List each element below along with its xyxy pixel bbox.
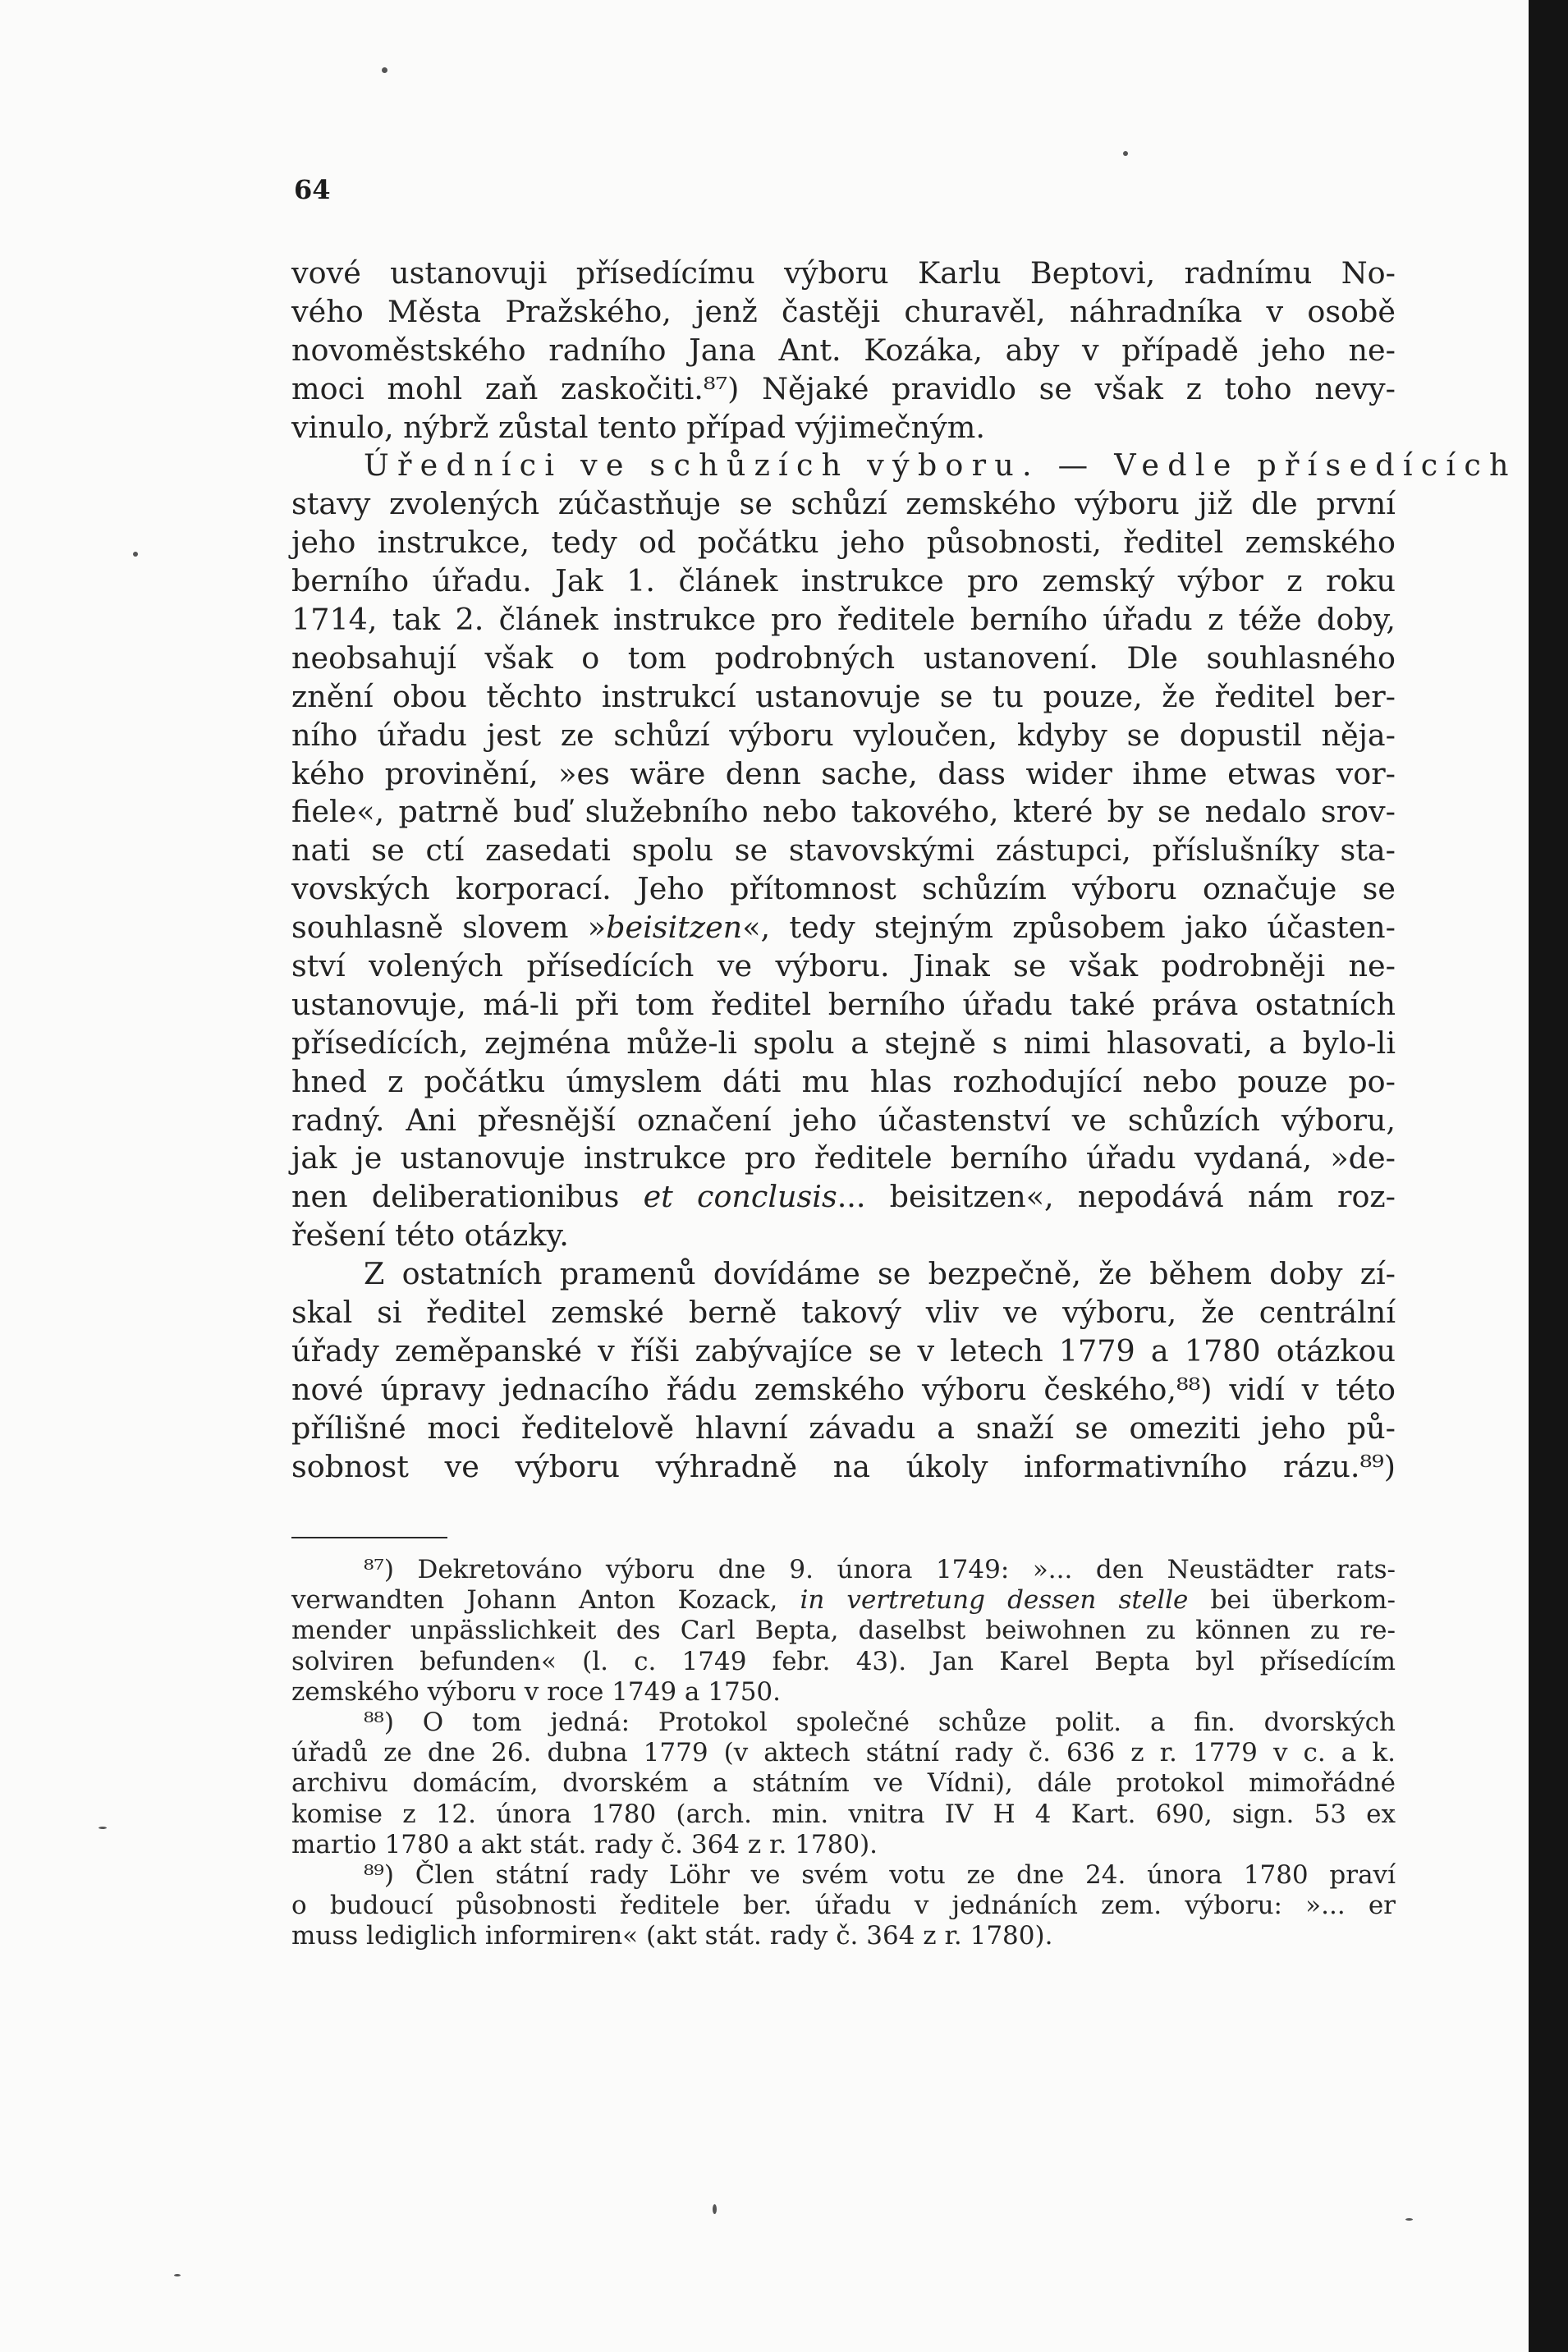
body-line: jak je ustanovuje instrukce pro ředitele berního úřadu vydaná, »de-	[291, 1140, 1396, 1176]
body-line: souhlasně slovem »beisitzen«, tedy stejným způsobem jako účasten-	[291, 910, 1396, 946]
footnote-line: ⁸⁹) Člen státní rady Löhr ve svém votu ze dne 24. února 1780 praví	[364, 1859, 1396, 1890]
body-line: radný. Ani přesnější označení jeho účastenství ve schůzích výboru,	[291, 1102, 1396, 1138]
body-line: vého Města Pražského, jenž častěji churavěl, náhradníka v osobě	[291, 293, 1396, 329]
footnote-line: ⁸⁸) O tom jedná: Protokol společné schůze polit. a fin. dvorských	[364, 1707, 1396, 1737]
body-line: neobsahují však o tom podrobných ustanovení. Dle souhlasného	[291, 640, 1396, 676]
body-line: moci mohl zaň zaskočiti.⁸⁷) Nějaké pravidlo se však z toho nevy-	[291, 370, 1396, 406]
body-line: jeho instrukce, tedy od počátku jeho působnosti, ředitel zemského	[291, 525, 1396, 561]
footnote-line: martio 1780 a akt stát. rady č. 364 z r. 1780).	[291, 1829, 878, 1859]
footnote-line: muss lediglich informiren« (akt stát. rady č. 364 z r. 1780).	[291, 1921, 1053, 1951]
body-line: nen deliberationibus et conclusis... beisitzen«, nepodává nám roz-	[291, 1179, 1396, 1215]
body-text	[291, 254, 1517, 1487]
footnote-line: mender unpässlichkeit des Carl Bepta, daselbst beiwohnen zu können zu re-	[291, 1616, 1396, 1646]
footnote-line: archivu domácím, dvorském a státním ve Vídni), dále protokol mimořádné	[291, 1768, 1396, 1799]
body-line: berního úřadu. Jak 1. článek instrukce pro zemský výbor z roku	[291, 563, 1396, 599]
body-line: úřady zeměpanské v říši zabývajíce se v letech 1779 a 1780 otázkou	[291, 1332, 1396, 1369]
body-line: vovských korporací. Jeho přítomnost schůzím výboru označuje se	[291, 871, 1396, 907]
body-line: znění obou těchto instrukcí ustanovuje se tu pouze, že ředitel ber-	[291, 678, 1396, 714]
scan-border	[1529, 0, 1568, 2352]
body-line: ustanovuje, má-li při tom ředitel berního úřadu také práva ostatních	[291, 986, 1396, 1022]
body-line: ství volených přísedících ve výboru. Jinak se však podrobněji ne-	[291, 948, 1396, 984]
scan-speck	[99, 1827, 107, 1829]
body-line: nové úpravy jednacího řádu zemského výboru českého,⁸⁸) vidí v této	[291, 1371, 1396, 1407]
scan-speck	[174, 2274, 181, 2276]
footnote-line: úřadů ze dne 26. dubna 1779 (v aktech státní rady č. 636 z r. 1779 v c. a k.	[291, 1738, 1396, 1768]
body-line: stavy zvolených zúčastňuje se schůzí zemského výboru již dle první	[291, 486, 1396, 522]
body-line: řešení této otázky.	[291, 1217, 569, 1254]
page-number: 64	[294, 174, 331, 205]
body-line: přílišné moci ředitelově hlavní závadu a snaží se omeziti jeho pů-	[291, 1410, 1396, 1446]
footnote-line: ⁸⁷) Dekretováno výboru dne 9. února 1749: »... den Neustädter rats-	[364, 1555, 1396, 1584]
scan-speck	[133, 552, 138, 557]
footnote-rule	[291, 1537, 447, 1538]
body-line: Z ostatních pramenů dovídáme se bezpečně, že během doby zí-	[364, 1256, 1396, 1292]
body-line: hned z počátku úmyslem dáti mu hlas rozhodující nebo pouze po-	[291, 1063, 1396, 1099]
section-heading-line: Úředníci ve schůzích výboru. — Vedle přísedících	[364, 447, 1517, 484]
footnote-line: o budoucí působnosti ředitele ber. úřadu v jednáních zem. výboru: »... er	[291, 1891, 1396, 1921]
footnote-line: solviren befunden« (l. c. 1749 febr. 43). Jan Karel Bepta byl přísedícím	[291, 1646, 1396, 1676]
body-line: fiele«, patrně buď služebního nebo takového, které by se nedalo srov-	[291, 794, 1396, 830]
body-line: vinulo, nýbrž zůstal tento případ výjimečným.	[291, 409, 985, 445]
body-line: kého provinění, »es wäre denn sache, dass wider ihme etwas vor-	[291, 755, 1396, 791]
scan-speck	[1405, 2218, 1413, 2221]
body-line: ního úřadu jest ze schůzí výboru vyloučen, kdyby se dopustil něja-	[291, 717, 1396, 753]
body-line: nati se ctí zasedati spolu se stavovskými zástupci, příslušníky sta-	[291, 832, 1396, 869]
scan-speck	[382, 67, 387, 73]
scan-speck	[713, 2204, 717, 2214]
body-line: 1714, tak 2. článek instrukce pro ředitele berního úřadu z téže doby,	[291, 602, 1396, 638]
body-line: přísedících, zejména může-li spolu a stejně s nimi hlasovati, a bylo-li	[291, 1025, 1396, 1061]
body-line: skal si ředitel zemské berně takový vliv ve výboru, že centrální	[291, 1295, 1396, 1331]
footnotes	[291, 1555, 1396, 1951]
scan-speck	[1123, 151, 1128, 156]
footnote-line: zemského výboru v roce 1749 a 1750.	[291, 1676, 782, 1707]
body-line: novoměstského radního Jana Ant. Kozáka, aby v případě jeho ne-	[291, 332, 1396, 368]
footnote-line: komise z 12. února 1780 (arch. min. vnitra IV H 4 Kart. 690, sign. 53 ex	[291, 1799, 1396, 1829]
body-line: vové ustanovuji přísedícímu výboru Karlu Beptovi, radnímu No-	[291, 255, 1396, 291]
footnote-line: verwandten Johann Anton Kozack, in vertretung dessen stelle bei überkom-	[291, 1585, 1396, 1616]
body-line: sobnost ve výboru výhradně na úkoly informativního rázu.⁸⁹)	[291, 1448, 1396, 1484]
